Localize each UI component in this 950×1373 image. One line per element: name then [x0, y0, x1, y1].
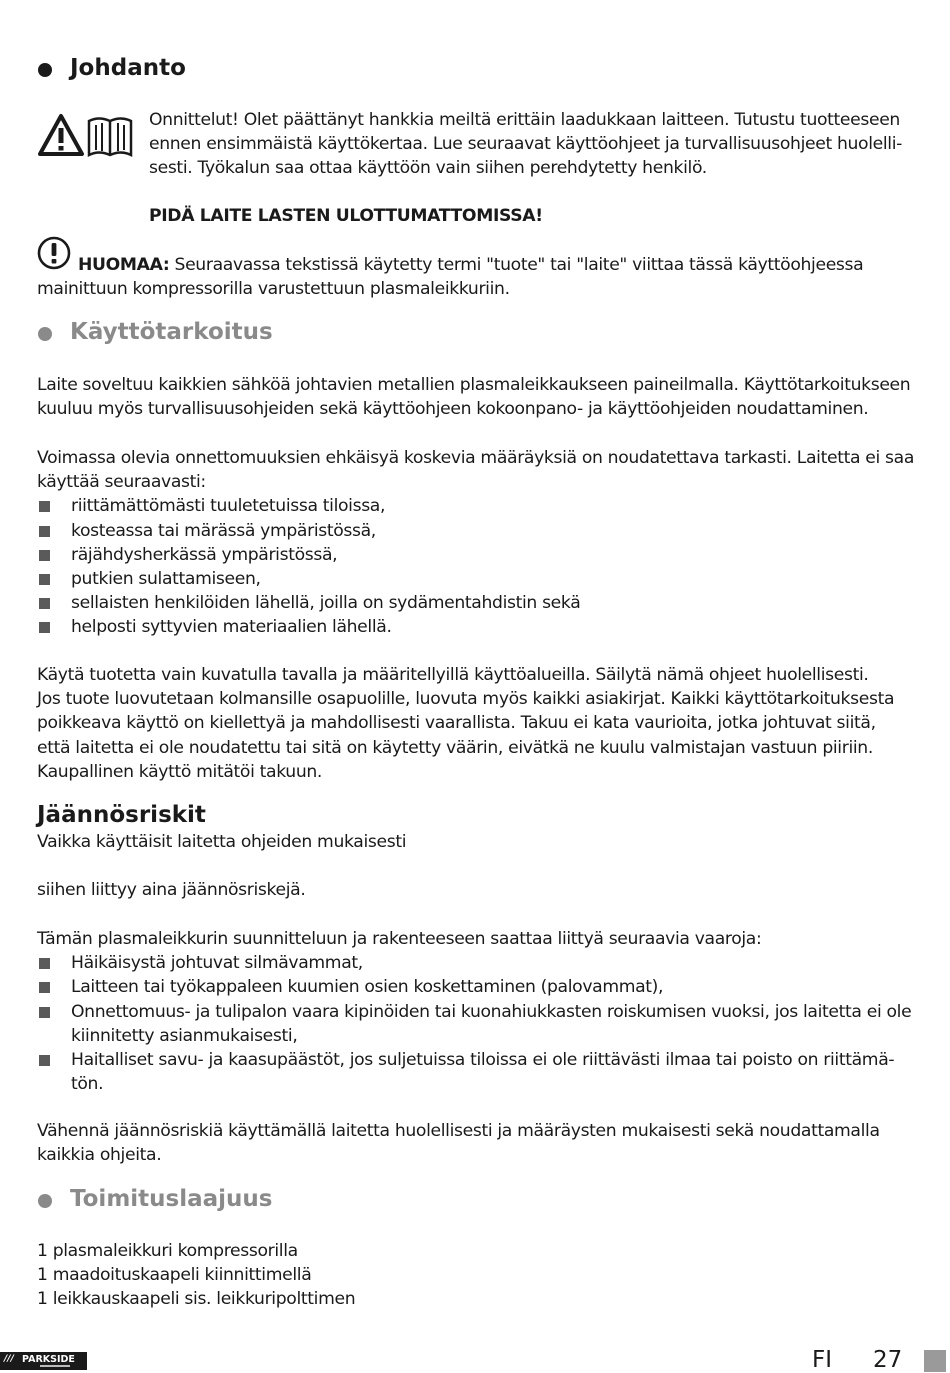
- text-line: että laitetta ei ole noudatettu tai sitä on käytetty väärin, eivätkä ne kuulu valmistajan vastuun piiriin.: [37, 737, 873, 758]
- purpose-paragraph-1: [37, 373, 910, 421]
- brand-name: PARKSIDE: [22, 1354, 75, 1365]
- text-line: ennen ensimmäistä käyttökertaa. Lue seuraavat käyttöohjeet ja turvallisuusohjeet huolelli-: [149, 134, 902, 155]
- list-item: helposti syttyvien materiaalien lähellä.: [37, 615, 914, 639]
- text-line: käyttää seuraavasti:: [37, 472, 206, 493]
- text-line: Onnittelut! Olet päättänyt hankkia meiltä erittäin laadukkaan laitteen. Tutustu tuotteeseen: [149, 110, 900, 130]
- list-item: kosteassa tai märässä ympäristössä,: [37, 519, 914, 543]
- page-number: 27: [873, 1347, 903, 1373]
- purpose-heading: Käyttötarkoitus: [70, 319, 273, 345]
- risks-outro: [37, 1119, 880, 1167]
- text-line: Käytä tuotetta vain kuvatulla tavalla ja määritellyillä käyttöalueilla. Säilytä nämä ohjeet huolellisesti.: [37, 665, 869, 685]
- risks-line-1: Vaikka käyttäisit laitetta ohjeiden mukaisesti: [37, 832, 407, 852]
- risks-line-2: siihen liittyy aina jäännösriskejä.: [37, 880, 306, 900]
- parkside-logo: [0, 1352, 87, 1370]
- logo-underline: [40, 1365, 70, 1367]
- text-line: poikkeava käyttö on kiellettyä ja mahdollisesti vaarallista. Takuu ei kata vaurioita, jotka johtuvat siitä,: [37, 713, 876, 734]
- read-manual-icon: [86, 113, 134, 158]
- text-line: Voimassa olevia onnettomuuksien ehkäisyä koskevia määräyksiä on noudatettava tarkasti. Laitetta ei saa: [37, 448, 915, 468]
- text-line: Onnettomuus- ja tulipalon vaara kipinöiden tai kuonahiukkasten roiskumisen vuoksi, jos laitetta ei ole: [71, 1001, 912, 1022]
- note-paragraph: [37, 253, 863, 301]
- language-code: FI: [812, 1347, 833, 1373]
- heading-bullet-icon: [38, 327, 52, 341]
- text-line: Haitalliset savu- ja kaasupäästöt, jos suljetuissa tiloissa ei ole riittävästi ilmaa tai poisto on riittämä-: [71, 1050, 895, 1071]
- list-item: Laitteen tai työkappaleen kuumien osien koskettaminen (palovammat),: [37, 975, 911, 999]
- list-item: riittämättömästi tuuletetuissa tiloissa,: [37, 494, 914, 518]
- purpose-paragraph-3: [37, 663, 894, 784]
- list-item: Häikäisystä johtuvat silmävammat,: [37, 951, 911, 975]
- list-item: putkien sulattamiseen,: [37, 567, 914, 591]
- list-item: räjähdysherkässä ympäristössä,: [37, 543, 914, 567]
- list-item: sellaisten henkilöiden lähellä, joilla on sydämentahdistin sekä: [37, 591, 914, 615]
- logo-stripes-icon: ///: [4, 1354, 14, 1364]
- purpose-paragraph-2: [37, 446, 914, 640]
- heading-bullet-icon: [38, 63, 52, 77]
- warning-triangle-icon: [37, 113, 85, 158]
- delivery-list: [37, 1239, 355, 1312]
- text-line: kiinnitetty asianmukaisesti,: [71, 1025, 298, 1046]
- text-line: Jos tuote luovutetaan kolmansille osapuolille, luovuta myös kaikki asiakirjat. Kaikki käyttötarkoituksesta: [37, 689, 895, 710]
- hazard-list: [37, 951, 911, 1096]
- text-line: Laite soveltuu kaikkien sähköä johtavien metallien plasmaleikkaukseen paineilmalla. Käyttötarkoitukseen: [37, 375, 911, 395]
- list-item: 1 plasmaleikkuri kompressorilla: [37, 1241, 298, 1261]
- text-line: Vähennä jäännösriskiä käyttämällä laitetta huolellisesti ja määräysten mukaisesti sekä noudattamalla: [37, 1121, 880, 1141]
- text-line: kaikkia ohjeita.: [37, 1145, 162, 1166]
- text-line: Tämän plasmaleikkurin suunnitteluun ja rakenteeseen saattaa liittyä seuraavia vaaroja:: [37, 929, 762, 949]
- note-line-2: mainittuun kompressorilla varustettuun plasmaleikkuriin.: [37, 279, 510, 300]
- text-line: tön.: [71, 1074, 104, 1095]
- note-line-1: [37, 253, 863, 277]
- risks-hazards: [37, 927, 911, 1096]
- note-text: Seuraavassa tekstissä käytetty termi "tuote" tai "laite" viittaa tässä käyttöohjeessa: [169, 255, 864, 275]
- note-label: HUOMAA:: [78, 255, 170, 275]
- intro-heading: Johdanto: [70, 55, 186, 81]
- text-line: Kaupallinen käyttö mitätöi takuun.: [37, 761, 323, 782]
- intro-paragraph: [149, 108, 902, 181]
- delivery-heading: Toimituslaajuus: [70, 1186, 273, 1212]
- prohibited-use-list: [37, 494, 914, 639]
- list-item: [37, 1000, 911, 1048]
- heading-bullet-icon: [38, 1194, 52, 1208]
- text-line: kuuluu myös turvallisuusohjeiden sekä käyttöohjeen kokoonpano- ja käyttöohjeiden noudattaminen.: [37, 399, 869, 420]
- list-item: 1 maadoituskaapeli kiinnittimellä: [37, 1265, 312, 1286]
- list-item: 1 leikkauskaapeli sis. leikkuripolttimen: [37, 1289, 356, 1310]
- risks-heading: Jäännösriskit: [37, 802, 206, 828]
- child-warning: PIDÄ LAITE LASTEN ULOTTUMATTOMISSA!: [149, 206, 543, 226]
- page-marker: [924, 1350, 946, 1372]
- text-line: sesti. Työkalun saa ottaa käyttöön vain siihen perehdytetty henkilö.: [149, 158, 707, 179]
- list-item: [37, 1048, 911, 1096]
